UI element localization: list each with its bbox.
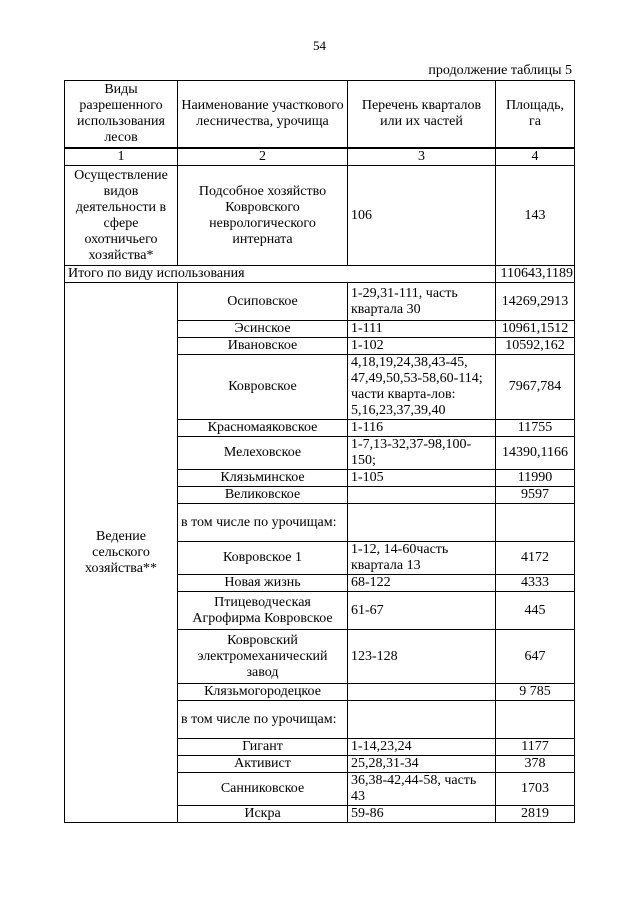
blocks-cell: [348, 701, 496, 739]
area-cell: 11990: [496, 470, 575, 487]
table-row: [65, 283, 575, 321]
forestry-name-cell: Ивановское: [178, 338, 348, 355]
subtotal-area: 110643,1189: [496, 266, 575, 283]
forestry-name-cell: Мелеховское: [178, 437, 348, 470]
forest-use-table: [64, 80, 575, 823]
header-blocks: Перечень кварталов или их частей: [348, 81, 496, 149]
header-forestry: Наименование участкового лесничества, урочища: [178, 81, 348, 149]
column-number: 2: [178, 148, 348, 166]
blocks-cell: 1-111: [348, 321, 496, 338]
blocks-cell: 36,38-42,44-58, часть 43: [348, 773, 496, 806]
subtotal-row: [65, 266, 575, 283]
hunting-use-cell: Осуществление видов деятельности в сфере охотничьего хозяйства*: [65, 166, 178, 266]
area-cell: 7967,784: [496, 355, 575, 420]
area-cell: 9597: [496, 487, 575, 504]
forestry-name-cell: Эсинское: [178, 321, 348, 338]
forestry-name-cell: Искра: [178, 806, 348, 823]
area-cell: 10592,162: [496, 338, 575, 355]
blocks-cell: [348, 487, 496, 504]
forestry-name-cell: в том числе по урочищам:: [178, 701, 348, 739]
area-cell: 10961,1512: [496, 321, 575, 338]
area-cell: [496, 701, 575, 739]
header-area: Площадь, га: [496, 81, 575, 149]
area-cell: 9 785: [496, 684, 575, 701]
blocks-cell: 1-105: [348, 470, 496, 487]
forestry-name-cell: Новая жизнь: [178, 575, 348, 592]
forestry-name-cell: Осиповское: [178, 283, 348, 321]
hunting-row: [65, 166, 575, 266]
column-number-row: [65, 148, 575, 166]
subtotal-label: Итого по виду использования: [65, 266, 496, 283]
area-cell: 11755: [496, 420, 575, 437]
area-cell: [496, 504, 575, 542]
area-cell: 445: [496, 592, 575, 630]
blocks-cell: 1-7,13-32,37-98,100-150;: [348, 437, 496, 470]
blocks-cell: 1-29,31-111, часть квартала 30: [348, 283, 496, 321]
forestry-name-cell: Ковровский электромеханический завод: [178, 630, 348, 684]
area-cell: 1177: [496, 739, 575, 756]
blocks-cell: 59-86: [348, 806, 496, 823]
column-number: 3: [348, 148, 496, 166]
area-cell: 14390,1166: [496, 437, 575, 470]
page-number: 54: [313, 38, 326, 53]
area-cell: 2819: [496, 806, 575, 823]
column-number: 4: [496, 148, 575, 166]
forestry-name-cell: в том числе по урочищам:: [178, 504, 348, 542]
area-cell: 4333: [496, 575, 575, 592]
blocks-cell: 1-14,23,24: [348, 739, 496, 756]
blocks-cell: 25,28,31-34: [348, 756, 496, 773]
forestry-name-cell: Клязьмогородецкое: [178, 684, 348, 701]
area-cell: 1703: [496, 773, 575, 806]
forestry-name-cell: Птицеводческая Агрофирма Ковровское: [178, 592, 348, 630]
forestry-name-cell: Великовское: [178, 487, 348, 504]
blocks-cell: 68-122: [348, 575, 496, 592]
blocks-cell: 1-12, 14-60часть квартала 13: [348, 542, 496, 575]
agriculture-use-cell: Ведение сельского хозяйства**: [65, 283, 178, 823]
forestry-name-cell: Ковровское: [178, 355, 348, 420]
hunting-blocks-cell: 106: [348, 166, 496, 266]
blocks-cell: 61-67: [348, 592, 496, 630]
area-cell: 14269,2913: [496, 283, 575, 321]
forestry-name-cell: Красномаяковское: [178, 420, 348, 437]
forestry-name-cell: Ковровское 1: [178, 542, 348, 575]
blocks-cell: 1-116: [348, 420, 496, 437]
blocks-cell: 4,18,19,24,38,43-45, 47,49,50,53-58,60-114; части кварта-лов: 5,16,23,37,39,40: [348, 355, 496, 420]
hunting-area-cell: 143: [496, 166, 575, 266]
table-body: [65, 81, 575, 823]
area-cell: 647: [496, 630, 575, 684]
area-cell: 4172: [496, 542, 575, 575]
header-use: Виды разрешенного использования лесов: [65, 81, 178, 149]
blocks-cell: [348, 684, 496, 701]
column-number: 1: [65, 148, 178, 166]
forestry-name-cell: Гигант: [178, 739, 348, 756]
header-row: [65, 81, 575, 149]
blocks-cell: [348, 504, 496, 542]
table-continuation-note: продолжение таблицы 5: [428, 63, 572, 78]
blocks-cell: 1-102: [348, 338, 496, 355]
forestry-name-cell: Санниковское: [178, 773, 348, 806]
blocks-cell: 123-128: [348, 630, 496, 684]
area-cell: 378: [496, 756, 575, 773]
hunting-forestry-cell: Подсобное хозяйство Ковровского неврологического интерната: [178, 166, 348, 266]
forestry-name-cell: Активист: [178, 756, 348, 773]
forestry-name-cell: Клязьминское: [178, 470, 348, 487]
